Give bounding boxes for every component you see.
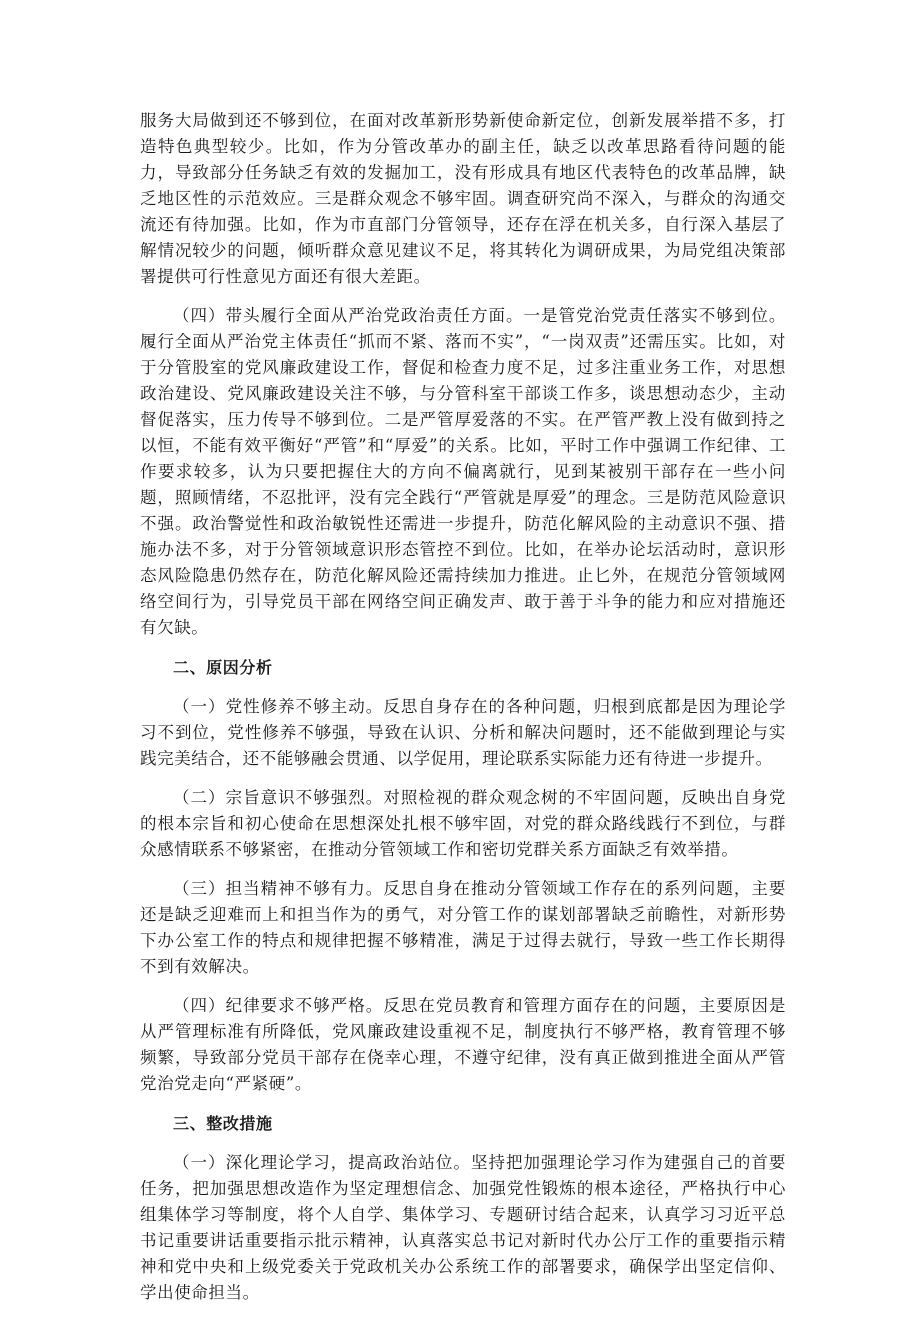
heading-rectification-measures: 三、整改措施 — [173, 1114, 273, 1133]
document-body — [140, 108, 786, 1319]
paragraph-cause-3: （三）担当精神不够有力。反思自身在推动分管领域工作存在的系列问题，主要还是缺乏迎难而上和担当作为的勇气，对分管工作的谋划部署缺乏前瞻性，对新形势下办公室工作的特点和规律把握不够精准，满足于过得去就行，导致一些工作长期得不到有效解决。 — [140, 879, 786, 976]
paragraph-cause-4: （四）纪律要求不够严格。反思在党员教育和管理方面存在的问题，主要原因是从严管理标准有所降低，党风廉政建设重视不足，制度执行不够严格，教育管理不够频繁，导致部分党员干部存在侥幸心理，不遵守纪律，没有真正做到推进全面从严管党治党走向“严紧硬”。 — [140, 996, 786, 1093]
heading-cause-analysis: 二、原因分析 — [173, 658, 273, 677]
paragraph-cause-1: （一）党性修养不够主动。反思自身存在的各种问题，归根到底都是因为理论学习不到位，党性修养不够强，导致在认识、分析和解决问题时，还不能做到理论与实践完美结合，还不能够融会贯通、以学促用，理论联系实际能力还有待进一步提升。 — [140, 697, 786, 768]
paragraph-continued: 服务大局做到还不够到位，在面对改革新形势新使命新定位，创新发展举措不多，打造特色典型较少。比如，作为分管改革办的副主任，缺乏以改革思路看待问题的能力，导致部分任务缺乏有效的发掘加工，没有形成具有地区代表特色的改革品牌，缺乏地区性的示范效应。三是群众观念不够牢固。调查研究尚不深入，与群众的沟通交流还有待加强。比如，作为市直部门分管领导，还存在浮在机关多，自行深入基层了解情况较少的问题，倾听群众意见建议不足，将其转化为调研成果，为局党组决策部署提供可行性意见方面还有很大差距。 — [140, 111, 786, 286]
paragraph-section-4-responsibility: （四）带头履行全面从严治党政治责任方面。一是管党治党责任落实不够到位。履行全面从严治党主体责任“抓而不紧、落而不实”，“一岗双责”还需压实。比如，对于分管股室的党风廉政建设工作，督促和检查力度不足，过多注重业务工作，对思想政治建设、党风廉政建设关注不够，与分管科室干部谈工作多，谈思想动态少，主动督促落实，压力传导不够到位。二是严管厚爱落的不实。在严管严教上没有做到持之以恒，不能有效平衡好“严管”和“厚爱”的关系。比如，平时工作中强调工作纪律、工作要求较多，认为只要把握住大的方向不偏离就行，见到某被别干部存在一些小问题，照顾情绪，不忍批评，没有完全践行“严管就是厚爱”的理念。三是防范风险意识不强。政治警觉性和政治敏锐性还需进一步提升，防范化解风险的主动意识不强、措施办法不多，对于分管领域意识形态管控不到位。比如，在举办论坛活动时，意识形态风险隐患仍然存在，防范化解风险还需持续加力推进。止匕外，在规范分管领域网络空间行为，引导党员干部在网络空间正确发声、敢于善于斗争的能力和应对措施还有欠缺。 — [140, 306, 786, 637]
paragraph-measure-1: （一）深化理论学习，提高政治站位。坚持把加强理论学习作为建强自己的首要任务，把加强思想改造作为坚定理想信念、加强党性锻炼的根本途径，严格执行中心组集体学习等制度，将个人自学、集体学习、专题研讨结合起来，认真学习习近平总书记重要讲话重要指示批示精神，认真落实总书记对新时代办公厅工作的重要指示精神和党中央和上级党委关于党政机关办公系统工作的部署要求，确保学出坚定信仰、学出使命担当。 — [140, 1153, 786, 1302]
paragraph-cause-2: （二）宗旨意识不够强烈。对照检视的群众观念树的不牢固问题，反映出自身党的根本宗旨和初心使命在思想深处扎根不够牢固，对党的群众路线践行不到位，与群众感情联系不够紧密，在推动分管领域工作和密切党群关系方面缺乏有效举措。 — [140, 788, 786, 859]
